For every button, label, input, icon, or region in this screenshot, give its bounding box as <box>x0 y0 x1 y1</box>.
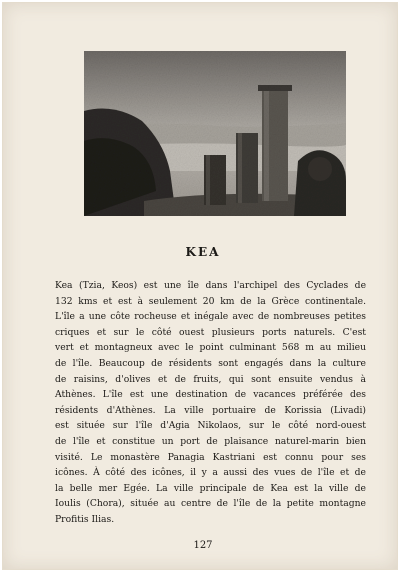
body-line: icônes. À côté des icônes, il y a aussi des vues de l'île et de <box>55 467 366 479</box>
article-title: KEA <box>185 245 221 259</box>
book-page <box>2 2 398 570</box>
body-line: résidents d'Athènes. La ville portuaire de Korissia (Livadi) <box>55 404 366 416</box>
body-line: vert et montagneux avec le point culminant 568 m au milieu <box>55 342 366 354</box>
body-line: Kea (Tzia, Keos) est une île dans l'archipel des Cyclades de <box>55 280 366 291</box>
body-line: criques et sur le côté ouest plusieurs ports naturels. C'est <box>55 326 366 338</box>
body-line: de l'île et constitue un port de plaisance naturel-marin bien <box>55 435 366 447</box>
columns-illustration <box>84 51 346 216</box>
body-line: la belle mer Egée. La ville principale de Kea est la ville de <box>55 482 366 494</box>
body-line: est située sur l'île d'Agia Nikolaos, sur le côté nord-ouest <box>55 420 366 432</box>
body-line: 132 kms et est à seulement 20 km de la Grèce continentale. <box>55 295 366 307</box>
body-line: L'île a une côte rocheuse et inégale avec de nombreuses petites <box>55 311 366 323</box>
article-body <box>55 278 366 528</box>
body-line: de raisins, d'olives et de fruits, qui sont ensuite vendus à <box>55 373 366 385</box>
body-line: Profitis Ilias. <box>55 513 115 525</box>
ruins-photo <box>84 51 346 216</box>
body-line: de l'île. Beaucoup de résidents sont engagés dans la culture <box>55 357 366 369</box>
body-line: visité. Le monastère Panagia Kastriani est connu pour ses <box>55 451 366 463</box>
body-line: Ioulis (Chora), située au centre de l'île de la petite montagne <box>55 498 366 510</box>
body-line: Athènes. L'île est une destination de vacances préférée des <box>55 389 366 401</box>
page-number: 127 <box>193 540 213 551</box>
